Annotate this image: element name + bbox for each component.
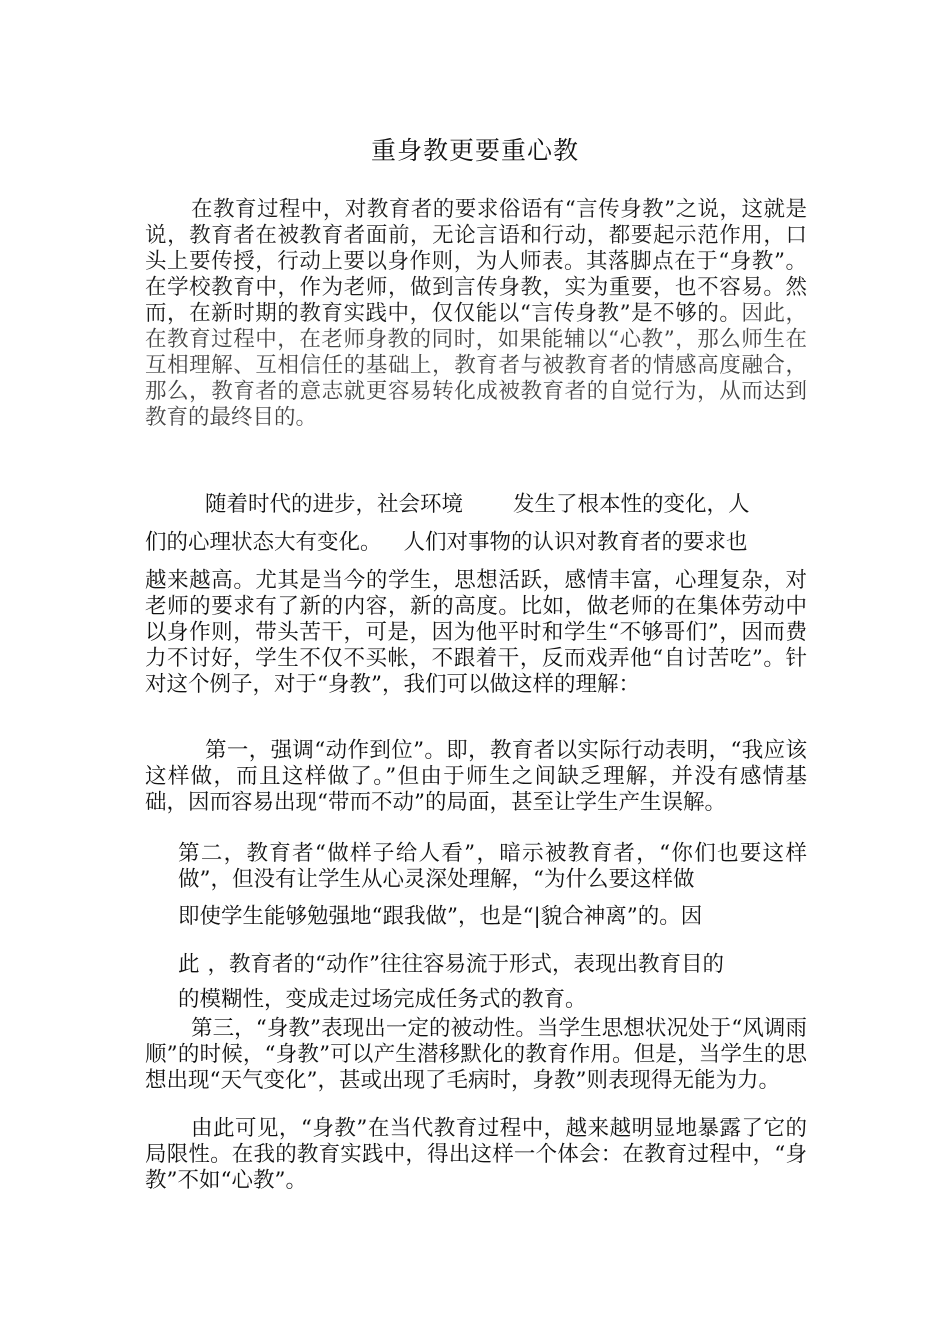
line-segment: 随着时代的进步，社会环境	[205, 492, 464, 517]
paragraph-line	[178, 952, 807, 978]
document-title: 重身教更要重心教	[370, 136, 579, 165]
paragraph-line: 的模糊性，变成走过场完成任务式的教育。	[178, 987, 587, 1012]
paragraph-second: 第二，教育者“做样子给人看”，暗示被教育者，“你们也要这样做”，但没有让学生从心灵深处理解，“为什么要这样做	[178, 841, 807, 892]
paragraph-intro-continued: 因此，在教育过程中，在老师身教的同时，如果能辅以“心教”，那么师生在互相理解、互相信任的基础上，教育者与被教育者的情感高度融合，那么，教育者的意志就更容易转化成被教育者的自觉行为，从而达到教育的最终目的。	[145, 301, 807, 430]
paragraph-line	[145, 530, 807, 556]
paragraph-third: 第三，“身教”表现出一定的被动性。当学生思想状况处于“风调雨顺”的时候，“身教”可以产生潜移默化的教育作用。但是，当学生的思想出现“天气变化”，甚或出现了毛病时，身教”则表现得无能为力。	[145, 1016, 807, 1093]
line-segment: ，教育者的“动作”往往容易流于形式，表现出教育目的	[207, 952, 725, 977]
paragraph-intro	[145, 197, 807, 431]
paragraph-first: 第一，强调“动作到位”。即，教育者以实际行动表明，“我应该这样做，而且这样做了。”但由于师生之间缺乏理解，并没有感情基础，因而容易出现“带而不动”的局面，甚至让学生产生误解。	[145, 738, 807, 815]
line-segment: 发生了根本性的变化，人	[513, 492, 750, 517]
line-segment: 们的心理状态大有变化。	[145, 530, 382, 555]
paragraph-conclusion: 由此可见，“身教”在当代教育过程中，越来越明显地暴露了它的局限性。在我的教育实践中，得出这样一个体会：在教育过程中，“身教”不如“心教”。	[145, 1116, 807, 1193]
paragraph-line	[205, 492, 807, 518]
line-segment: 此	[178, 952, 200, 977]
paragraph-intro-main: 在教育过程中，对教育者的要求俗语有“言传身教”之说，这就是说，教育者在被教育者面前，无论言语和行动，都要起示范作用，口头上要传授，行动上要以身作则，为人师表。其落脚点在于“身教”。在学校教育中，作为老师，做到言传身教，实为重要，也不容易。然而，在新时期的教育实践中，仅仅能以“言传身教”是不够的。	[145, 197, 807, 326]
paragraph-times: 越来越高。尤其是当今的学生，思想活跃，感情丰富，心理复杂，对老师的要求有了新的内容，新的高度。比如，做老师的在集体劳动中以身作则，带头苦干，可是，因为他平时和学生“不够哥们”，因而费力不讨好，学生不仅不买帐，不跟着干，反而戏弄他“自讨苦吃”。针对这个例子，对于“身教”，我们可以做这样的理解：	[145, 568, 807, 697]
paragraph-line: 即使学生能够勉强地“跟我做”，也是“|貌合神离”的。因	[178, 904, 703, 929]
line-segment: 人们对事物的认识对教育者的要求也	[403, 530, 748, 555]
